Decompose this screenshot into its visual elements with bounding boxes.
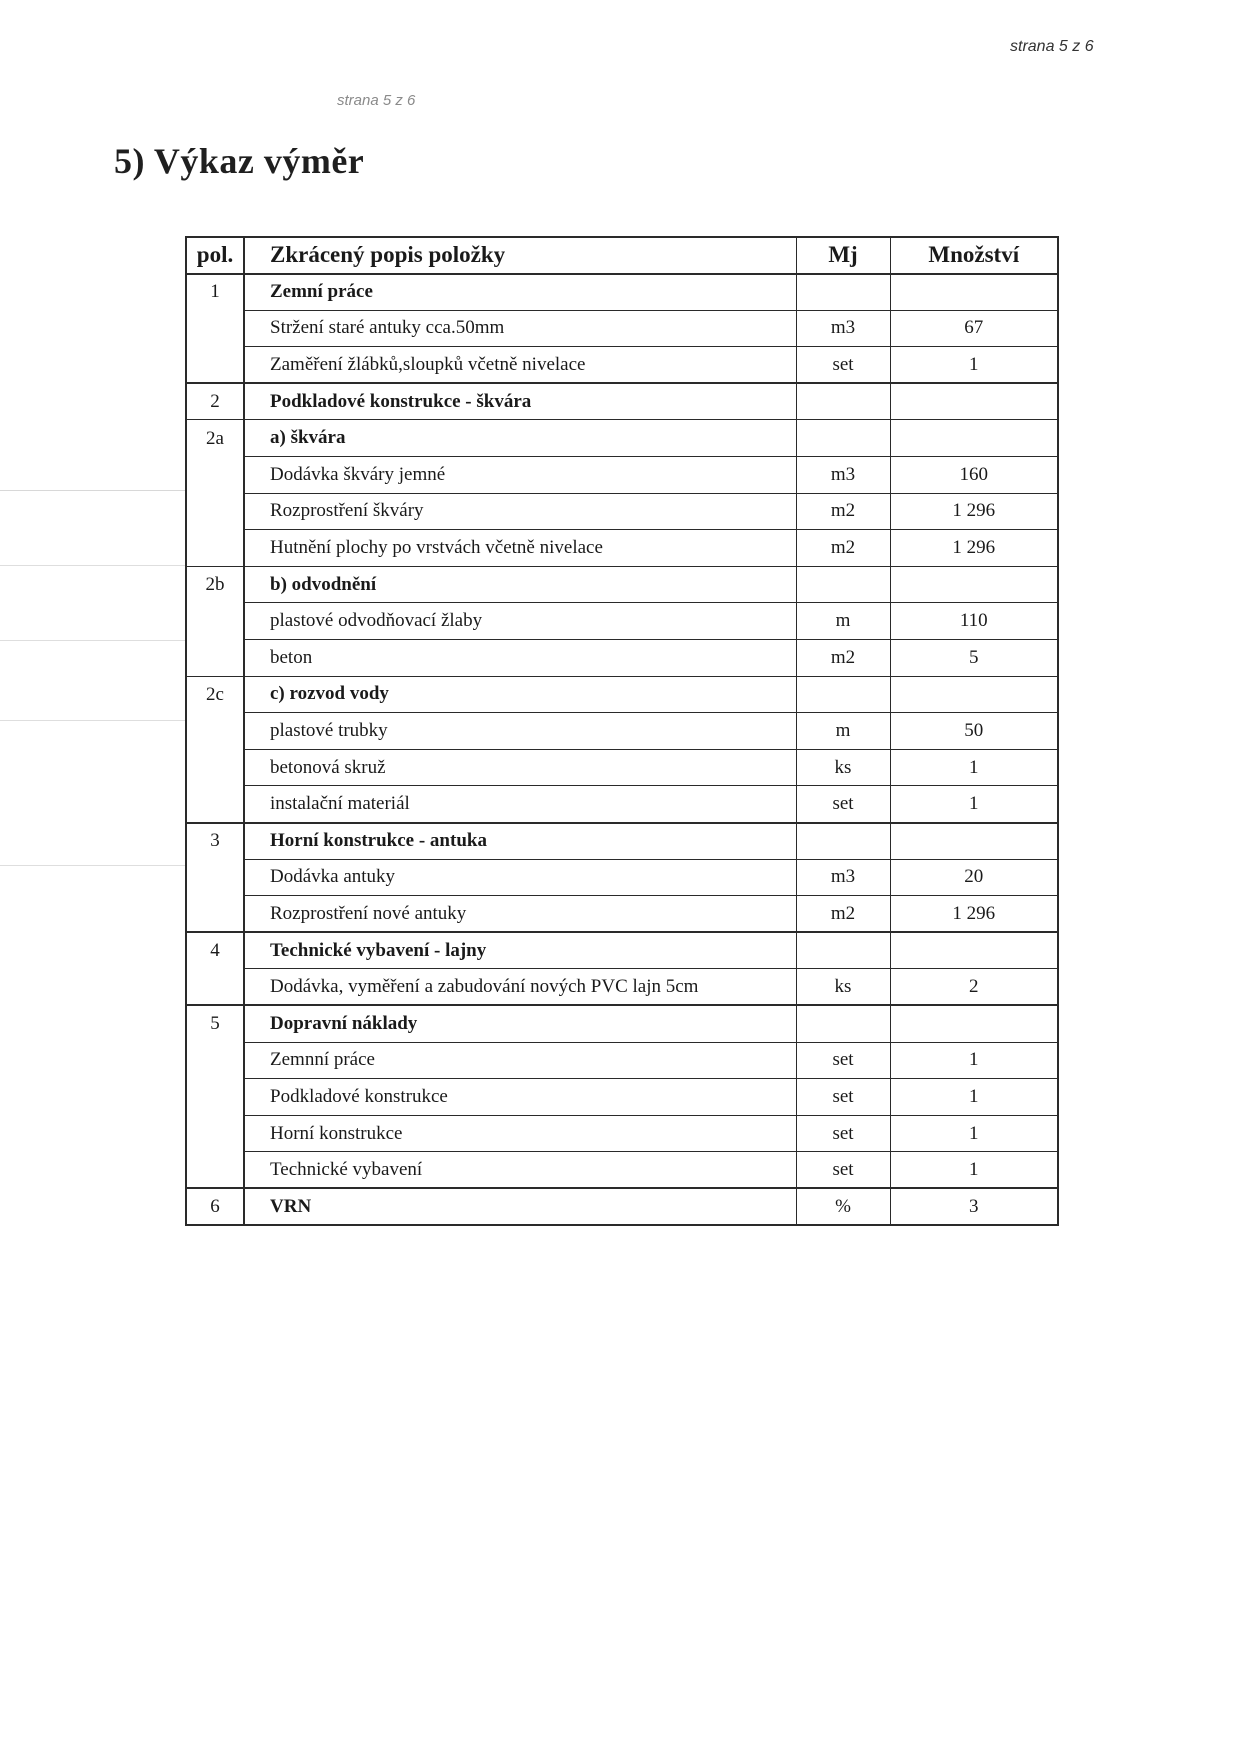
table-row — [186, 859, 1058, 896]
row-unit: ks — [796, 969, 890, 1006]
row-pos — [186, 640, 244, 677]
row-description: Dodávka antuky — [244, 859, 796, 896]
row-unit — [796, 676, 890, 713]
header-quantity: Množství — [890, 237, 1058, 274]
row-quantity: 50 — [890, 713, 1058, 750]
table-row — [186, 749, 1058, 786]
row-unit: m2 — [796, 640, 890, 677]
row-description: beton — [244, 640, 796, 677]
row-pos: 2c — [186, 676, 244, 713]
row-unit: m2 — [796, 493, 890, 530]
header-description: Zkrácený popis položky — [244, 237, 796, 274]
row-quantity — [890, 1005, 1058, 1042]
row-quantity — [890, 420, 1058, 457]
row-description: Podkladové konstrukce — [244, 1079, 796, 1116]
table-row — [186, 383, 1058, 420]
row-unit — [796, 420, 890, 457]
row-quantity: 110 — [890, 603, 1058, 640]
row-pos: 1 — [186, 274, 244, 311]
row-unit — [796, 274, 890, 311]
scan-ghost-mark — [0, 640, 185, 642]
row-quantity: 1 296 — [890, 493, 1058, 530]
row-quantity — [890, 932, 1058, 969]
scan-ghost-mark — [0, 865, 185, 867]
row-quantity — [890, 274, 1058, 311]
row-unit: m3 — [796, 310, 890, 347]
row-unit: set — [796, 1152, 890, 1189]
row-pos — [186, 603, 244, 640]
row-pos: 2 — [186, 383, 244, 420]
table-row — [186, 603, 1058, 640]
page-number-faint: strana 5 z 6 — [337, 92, 416, 109]
table-row — [186, 969, 1058, 1006]
table-body — [186, 274, 1058, 1225]
scan-ghost-mark — [0, 720, 185, 722]
table-row — [186, 530, 1058, 567]
row-description: Horní konstrukce — [244, 1115, 796, 1152]
row-quantity: 1 — [890, 1042, 1058, 1079]
row-pos — [186, 347, 244, 384]
table-row — [186, 566, 1058, 603]
scan-ghost-mark — [0, 565, 185, 567]
row-pos: 2b — [186, 566, 244, 603]
row-pos — [186, 896, 244, 933]
row-unit: m3 — [796, 457, 890, 494]
row-description: Zemnní práce — [244, 1042, 796, 1079]
row-quantity: 2 — [890, 969, 1058, 1006]
table-row — [186, 493, 1058, 530]
header-unit: Mj — [796, 237, 890, 274]
row-pos: 3 — [186, 823, 244, 860]
row-unit: m — [796, 603, 890, 640]
row-pos — [186, 859, 244, 896]
row-pos — [186, 786, 244, 823]
row-quantity: 1 — [890, 749, 1058, 786]
row-unit — [796, 566, 890, 603]
row-unit: % — [796, 1188, 890, 1225]
row-unit: set — [796, 1079, 890, 1116]
row-pos — [186, 493, 244, 530]
row-pos — [186, 1152, 244, 1189]
row-description: Dopravní náklady — [244, 1005, 796, 1042]
table-row — [186, 1152, 1058, 1189]
row-pos: 2a — [186, 420, 244, 457]
table-row — [186, 1188, 1058, 1225]
row-pos — [186, 1042, 244, 1079]
row-quantity: 5 — [890, 640, 1058, 677]
row-description: c) rozvod vody — [244, 676, 796, 713]
row-pos — [186, 969, 244, 1006]
table-row — [186, 676, 1058, 713]
row-unit — [796, 932, 890, 969]
row-description: Horní konstrukce - antuka — [244, 823, 796, 860]
row-unit: set — [796, 347, 890, 384]
row-description: Podkladové konstrukce - škvára — [244, 383, 796, 420]
row-description: Rozprostření nové antuky — [244, 896, 796, 933]
row-quantity: 160 — [890, 457, 1058, 494]
row-pos — [186, 1115, 244, 1152]
row-quantity: 3 — [890, 1188, 1058, 1225]
row-quantity — [890, 566, 1058, 603]
page-number-top: strana 5 z 6 — [1010, 38, 1094, 55]
row-description: Zemní práce — [244, 274, 796, 311]
table-row — [186, 640, 1058, 677]
row-description: Stržení staré antuky cca.50mm — [244, 310, 796, 347]
row-pos — [186, 713, 244, 750]
row-pos — [186, 310, 244, 347]
row-unit — [796, 823, 890, 860]
row-description: instalační materiál — [244, 786, 796, 823]
table-row — [186, 1005, 1058, 1042]
row-description: a) škvára — [244, 420, 796, 457]
row-unit: m2 — [796, 530, 890, 567]
row-description: Dodávka, vyměření a zabudování nových PVC lajn 5cm — [244, 969, 796, 1006]
row-quantity: 20 — [890, 859, 1058, 896]
row-description: Hutnění plochy po vrstvách včetně nivelace — [244, 530, 796, 567]
row-quantity — [890, 676, 1058, 713]
row-description: Technické vybavení — [244, 1152, 796, 1189]
scan-ghost-mark — [0, 490, 185, 492]
row-quantity: 67 — [890, 310, 1058, 347]
header-pos: pol. — [186, 237, 244, 274]
table-row — [186, 457, 1058, 494]
table-row — [186, 1079, 1058, 1116]
row-unit — [796, 383, 890, 420]
row-quantity — [890, 383, 1058, 420]
row-quantity: 1 — [890, 786, 1058, 823]
row-pos: 6 — [186, 1188, 244, 1225]
row-quantity: 1 — [890, 1152, 1058, 1189]
row-pos — [186, 1079, 244, 1116]
table-row — [186, 420, 1058, 457]
row-unit: set — [796, 786, 890, 823]
row-description: Technické vybavení - lajny — [244, 932, 796, 969]
row-quantity: 1 — [890, 1115, 1058, 1152]
row-description: b) odvodnění — [244, 566, 796, 603]
row-unit — [796, 1005, 890, 1042]
row-pos: 5 — [186, 1005, 244, 1042]
row-description: betonová skruž — [244, 749, 796, 786]
document-title: 5) Výkaz výměr — [114, 141, 365, 181]
table-row — [186, 932, 1058, 969]
row-description: Rozprostření škváry — [244, 493, 796, 530]
row-description: plastové odvodňovací žlaby — [244, 603, 796, 640]
row-description: VRN — [244, 1188, 796, 1225]
row-quantity: 1 296 — [890, 530, 1058, 567]
table-row — [186, 823, 1058, 860]
table-row — [186, 1042, 1058, 1079]
table-row — [186, 1115, 1058, 1152]
row-quantity: 1 — [890, 347, 1058, 384]
row-quantity: 1 296 — [890, 896, 1058, 933]
table-header-row — [186, 237, 1058, 274]
table-row — [186, 310, 1058, 347]
bill-of-quantities-table — [185, 236, 1059, 1226]
row-unit: set — [796, 1115, 890, 1152]
row-pos: 4 — [186, 932, 244, 969]
row-quantity: 1 — [890, 1079, 1058, 1116]
row-unit: m — [796, 713, 890, 750]
table-row — [186, 347, 1058, 384]
row-description: plastové trubky — [244, 713, 796, 750]
row-quantity — [890, 823, 1058, 860]
row-unit: m3 — [796, 859, 890, 896]
row-description: Zaměření žlábků,sloupků včetně nivelace — [244, 347, 796, 384]
row-unit: ks — [796, 749, 890, 786]
row-pos — [186, 457, 244, 494]
row-pos — [186, 530, 244, 567]
table-row — [186, 896, 1058, 933]
row-pos — [186, 749, 244, 786]
row-unit: set — [796, 1042, 890, 1079]
row-description: Dodávka škváry jemné — [244, 457, 796, 494]
table-row — [186, 274, 1058, 311]
table-row — [186, 786, 1058, 823]
table-row — [186, 713, 1058, 750]
row-unit: m2 — [796, 896, 890, 933]
